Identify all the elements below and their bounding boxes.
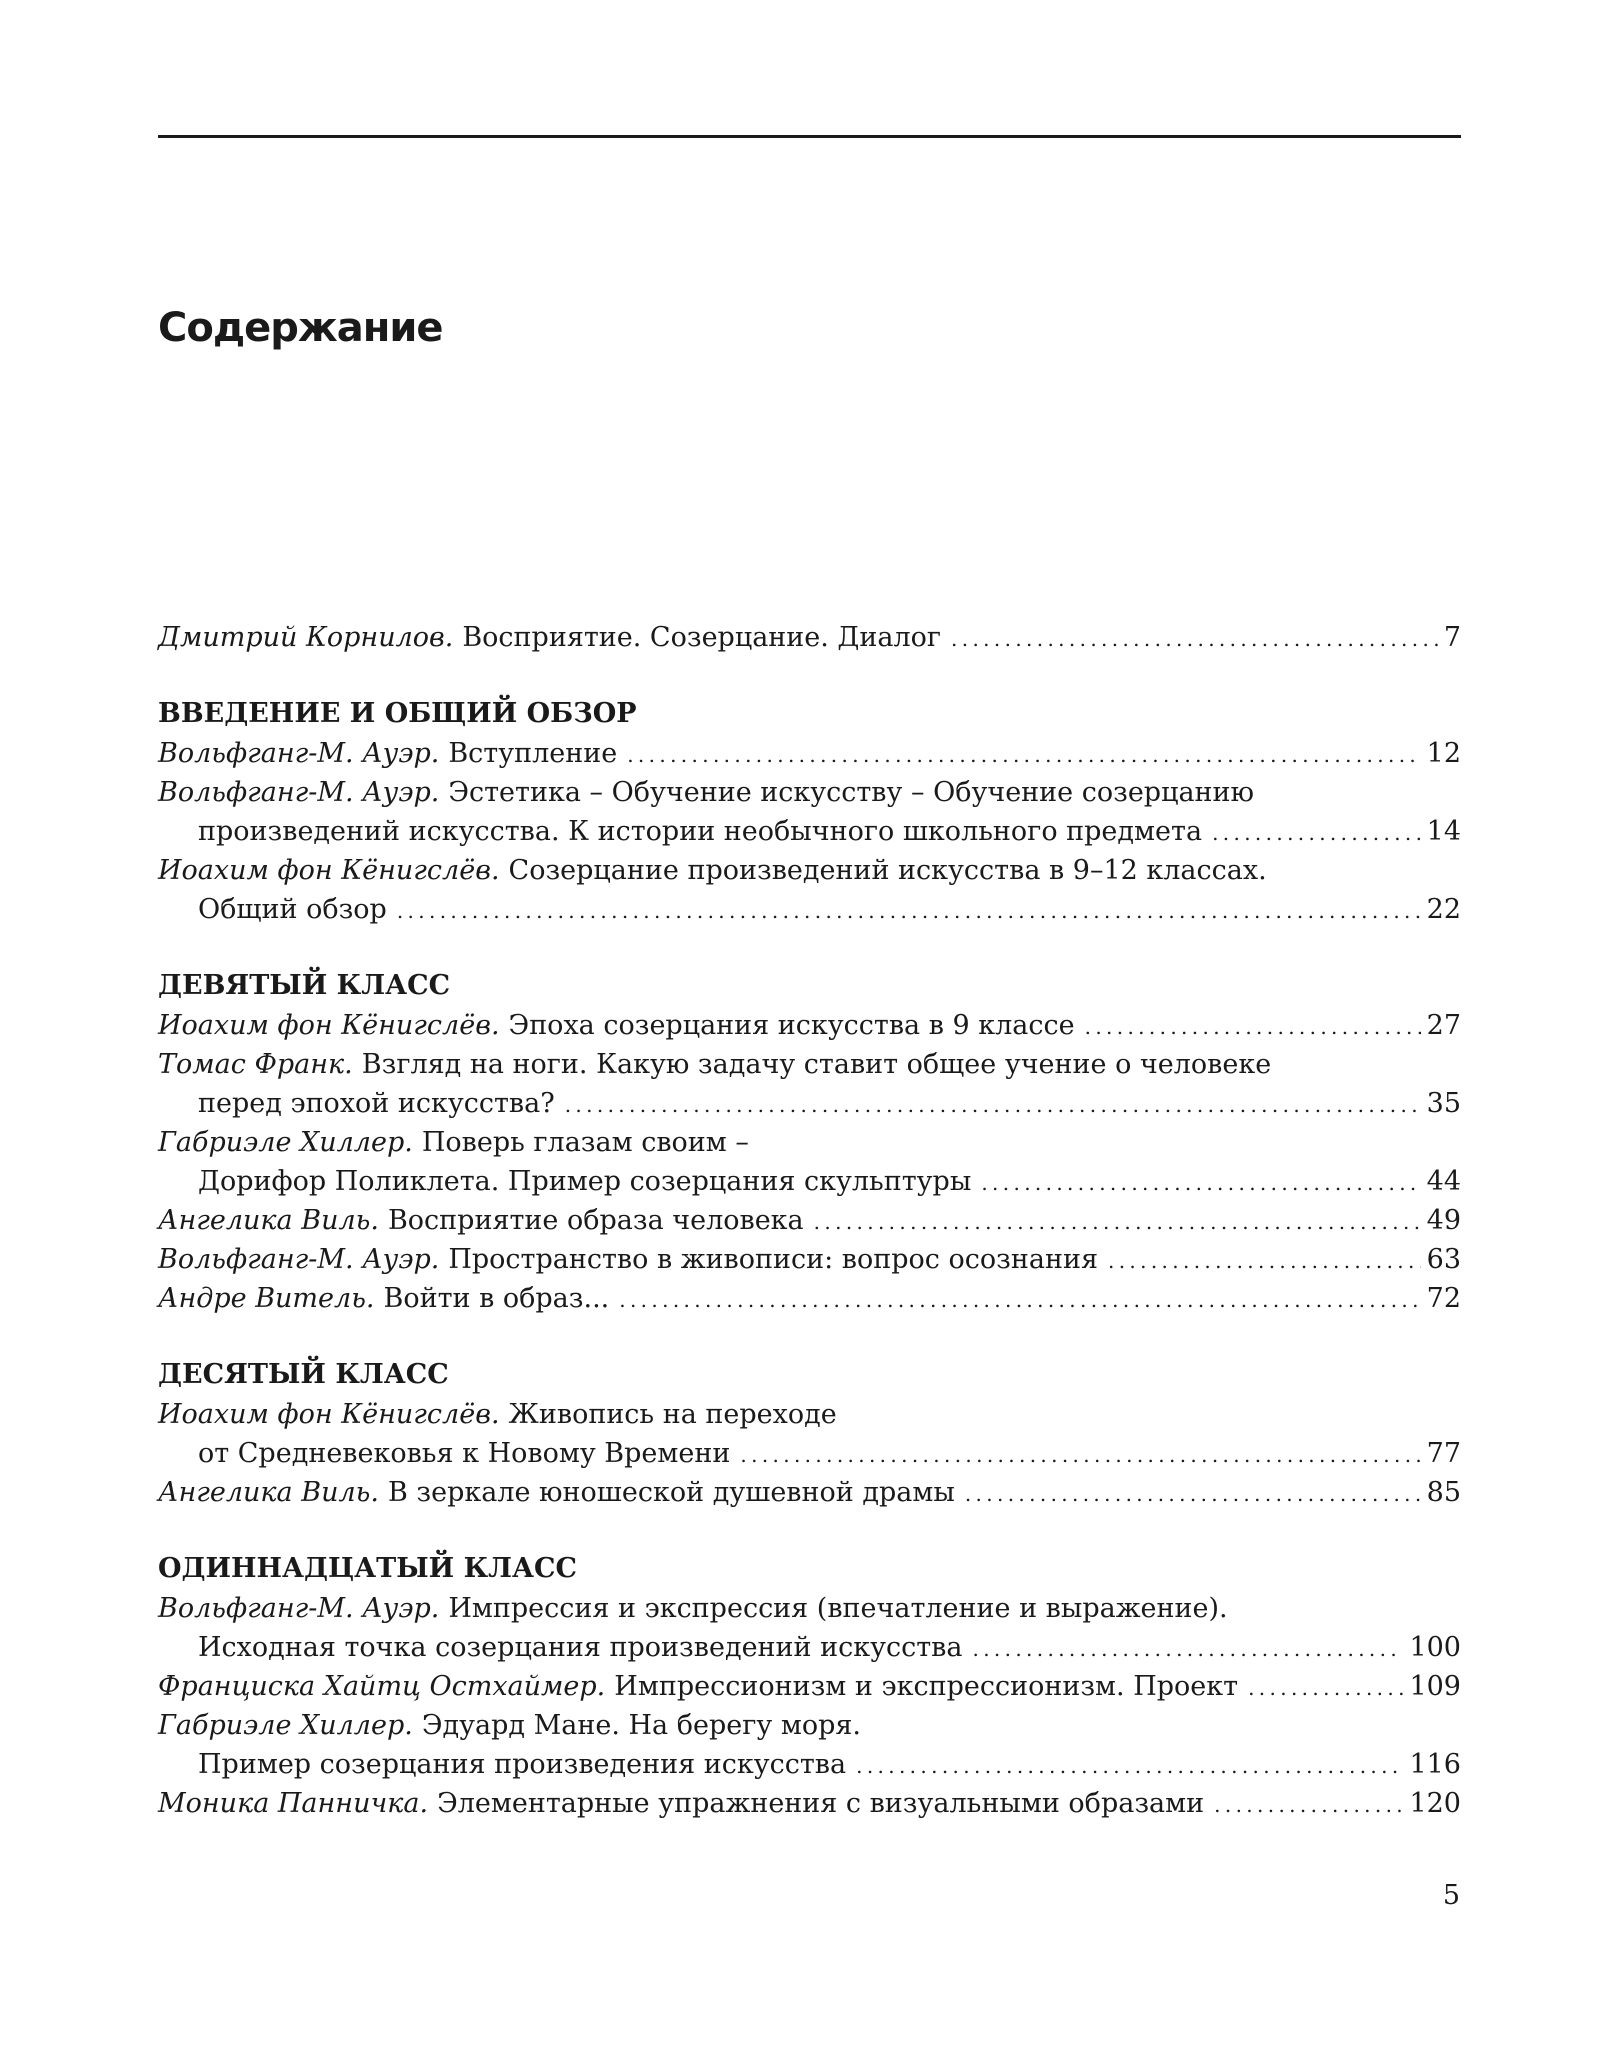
dot-leader xyxy=(814,1201,1421,1242)
entry-author: Вольфганг-М. Ауэр. xyxy=(158,1244,440,1275)
dot-leader xyxy=(619,1279,1420,1320)
entry-title: Импрессия и экспрессия (впечатление и выражение). xyxy=(448,1593,1228,1624)
entry-author: Габриэле Хиллер. xyxy=(158,1710,413,1741)
toc-entry-line xyxy=(158,1006,1461,1045)
section-heading: ОДИННАДЦАТЫЙ КЛАСС xyxy=(158,1553,577,1584)
entry-title: Исходная точка созерцания произведений искусства xyxy=(198,1632,963,1663)
toc-entry-line xyxy=(158,1395,1461,1434)
toc-entry-line xyxy=(158,1279,1461,1318)
toc-entry-line xyxy=(158,773,1461,812)
toc-entry-line xyxy=(158,1667,1461,1706)
entry-title: Пример созерцания произведения искусства xyxy=(198,1749,847,1780)
entry-author: Моника Панничка. xyxy=(158,1788,429,1819)
entry-page-number: 35 xyxy=(1426,1088,1461,1119)
entry-author: Габриэле Хиллер. xyxy=(158,1127,413,1158)
entry-page-number: 27 xyxy=(1426,1010,1461,1041)
entry-author: Дмитрий Корнилов. xyxy=(158,622,454,653)
entry-title: от Средневековья к Новому Времени xyxy=(198,1438,731,1469)
toc-entry-line xyxy=(158,1784,1461,1823)
section-heading: ДЕВЯТЫЙ КЛАСС xyxy=(158,970,451,1001)
entry-title: Созерцание произведений искусства в 9–12 классах. xyxy=(508,855,1267,886)
toc-entry xyxy=(158,618,1461,657)
entry-title: Элементарные упражнения с визуальными образами xyxy=(437,1788,1205,1819)
entry-page-number: 22 xyxy=(1426,894,1461,925)
dot-leader xyxy=(1248,1667,1403,1708)
dot-leader xyxy=(397,890,1421,931)
entry-title: Взгляд на ноги. Какую задачу ставит общее учение о человеке xyxy=(361,1049,1272,1080)
entry-author: Франциска Хайтц Остхаймер. xyxy=(158,1671,606,1702)
entry-page-number: 109 xyxy=(1409,1671,1461,1702)
toc-entry-line xyxy=(158,851,1461,890)
entry-author: Вольфганг-М. Ауэр. xyxy=(158,1593,440,1624)
entry-author: Ангелика Виль. xyxy=(158,1477,379,1508)
toc-entry-line xyxy=(158,890,1461,929)
entry-author: Иоахим фон Кёнигслёв. xyxy=(158,1399,500,1430)
entry-author: Вольфганг-М. Ауэр. xyxy=(158,738,440,769)
entry-title: В зеркале юношеской душевной драмы xyxy=(387,1477,955,1508)
entry-title: Войти в образ... xyxy=(383,1283,610,1314)
page-title: Содержание xyxy=(158,305,443,351)
dot-leader xyxy=(1214,1784,1403,1825)
toc-entry-line xyxy=(158,1162,1461,1201)
entry-title: произведений искусства. К истории необычного школьного предмета xyxy=(198,816,1203,847)
dot-leader xyxy=(740,1434,1420,1475)
entry-page-number: 49 xyxy=(1426,1205,1461,1236)
entry-page-number: 120 xyxy=(1409,1788,1461,1819)
entry-title: Эпоха созерцания искусства в 9 классе xyxy=(508,1010,1075,1041)
table-of-contents xyxy=(158,618,1461,1823)
section-heading: ВВЕДЕНИЕ И ОБЩИЙ ОБЗОР xyxy=(158,698,637,729)
entry-title: перед эпохой искусства? xyxy=(198,1088,555,1119)
entry-author: Иоахим фон Кёнигслёв. xyxy=(158,1010,500,1041)
entry-title: Общий обзор xyxy=(198,894,387,925)
entry-author: Иоахим фон Кёнигслёв. xyxy=(158,855,500,886)
toc-entry-line xyxy=(158,1745,1461,1784)
toc-entry-line xyxy=(158,1201,1461,1240)
entry-page-number: 77 xyxy=(1426,1438,1461,1469)
entry-title: Вступление xyxy=(448,738,618,769)
entry-page-number: 14 xyxy=(1426,816,1461,847)
top-rule xyxy=(158,135,1461,138)
entry-author: Томас Франк. xyxy=(158,1049,353,1080)
toc-entry-line xyxy=(158,1123,1461,1162)
entry-author: Андре Витель. xyxy=(158,1283,375,1314)
entry-title: Восприятие. Созерцание. Диалог xyxy=(462,622,942,653)
dot-leader xyxy=(972,1628,1403,1669)
dot-leader xyxy=(965,1473,1421,1514)
entry-page-number: 116 xyxy=(1409,1749,1461,1780)
dot-leader xyxy=(951,618,1438,659)
dot-leader xyxy=(1108,1240,1421,1281)
entry-title: Пространство в живописи: вопрос осознания xyxy=(448,1244,1098,1275)
dot-leader xyxy=(627,734,1420,775)
entry-page-number: 7 xyxy=(1443,622,1461,653)
entry-page-number: 72 xyxy=(1426,1283,1461,1314)
toc-entry-line xyxy=(158,812,1461,851)
toc-entry-line xyxy=(158,1473,1461,1512)
toc-entry-line xyxy=(158,1084,1461,1123)
toc-entry-line xyxy=(158,1589,1461,1628)
dot-leader xyxy=(981,1162,1420,1203)
entry-page-number: 12 xyxy=(1426,738,1461,769)
toc-entry-line xyxy=(158,1706,1461,1745)
entry-author: Вольфганг-М. Ауэр. xyxy=(158,777,440,808)
page-number: 5 xyxy=(1442,1880,1460,1911)
entry-page-number: 85 xyxy=(1426,1477,1461,1508)
entry-author: Ангелика Виль. xyxy=(158,1205,379,1236)
dot-leader xyxy=(1085,1006,1421,1047)
dot-leader xyxy=(1212,812,1421,853)
toc-entry-line xyxy=(158,734,1461,773)
entry-title: Восприятие образа человека xyxy=(387,1205,804,1236)
dot-leader xyxy=(565,1084,1421,1125)
entry-title: Живопись на переходе xyxy=(508,1399,837,1430)
toc-entry-line xyxy=(158,1045,1461,1084)
entry-title: Эстетика – Обучение искусству – Обучение созерцанию xyxy=(448,777,1255,808)
toc-entry-line xyxy=(158,1628,1461,1667)
dot-leader xyxy=(856,1745,1403,1786)
entry-page-number: 63 xyxy=(1426,1244,1461,1275)
entry-page-number: 44 xyxy=(1426,1166,1461,1197)
entry-title: Эдуард Мане. На берегу моря. xyxy=(421,1710,861,1741)
section-heading: ДЕСЯТЫЙ КЛАСС xyxy=(158,1359,449,1390)
entry-title: Импрессионизм и экспрессионизм. Проект xyxy=(614,1671,1239,1702)
entry-page-number: 100 xyxy=(1409,1632,1461,1663)
toc-entry-line xyxy=(158,1434,1461,1473)
toc-entry-line xyxy=(158,1240,1461,1279)
entry-title: Поверь глазам своим – xyxy=(421,1127,749,1158)
entry-title: Дорифор Поликлета. Пример созерцания скульптуры xyxy=(198,1166,972,1197)
